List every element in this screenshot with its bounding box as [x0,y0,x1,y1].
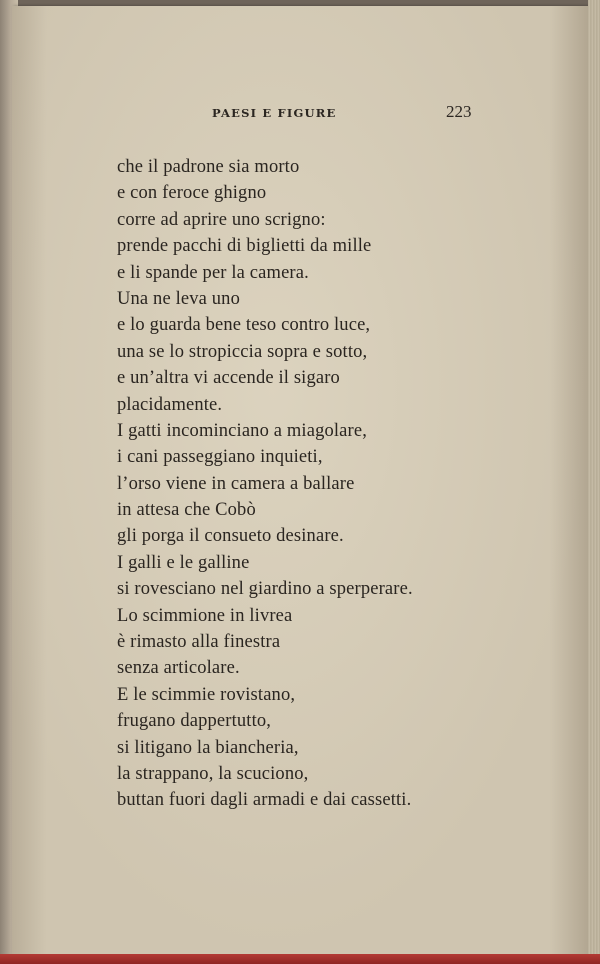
poem-line: buttan fuori dagli armadi e dai cassetti. [117,790,412,811]
page-number: 223 [446,102,472,121]
poem-line: i cani passeggiano inquieti, [117,447,323,468]
book-page [12,6,590,956]
poem-line: e lo guarda bene teso contro luce, [117,315,371,336]
poem-line: e un’altra vi accende il sigaro [117,368,340,389]
poem-line: gli porga il consueto desinare. [117,526,344,547]
poem-line: senza articolare. [117,658,240,679]
poem-line: e con feroce ghigno [117,183,267,204]
poem-line: che il padrone sia morto [117,157,300,177]
poem-line: I gatti incominciano a miagolare, [117,420,367,441]
poem-text [117,154,413,814]
poem-line: frugano dappertutto, [117,711,272,732]
poem-line: I galli e le galline [117,552,250,573]
page-stack-edge [588,0,600,964]
poem-line: Lo scimmione in livrea [117,605,293,626]
poem-line: si rovesciano nel giardino a sperperare. [117,579,413,600]
red-cover-edge [0,954,600,964]
poem-line: E le scimmie rovistano, [117,684,296,705]
poem-line: una se lo stropiccia sopra e sotto, [117,341,368,362]
poem-line: prende pacchi di biglietti da mille [117,236,372,257]
poem-line: e li spande per la camera. [117,262,309,283]
poem-line: Una ne leva uno [117,288,240,309]
poem-line: in attesa che Cobò [117,500,256,521]
poem-line: si litigano la biancheria, [117,737,299,758]
poem-line: l’orso viene in camera a ballare [117,473,355,494]
poem-line: è rimasto alla finestra [117,632,281,653]
poem-line: corre ad aprire uno scrigno: [117,209,326,230]
running-head: PAESI E FIGURE [212,106,337,120]
poem-line: la strappano, la scuciono, [117,763,309,784]
poem-line: placidamente. [117,394,223,415]
